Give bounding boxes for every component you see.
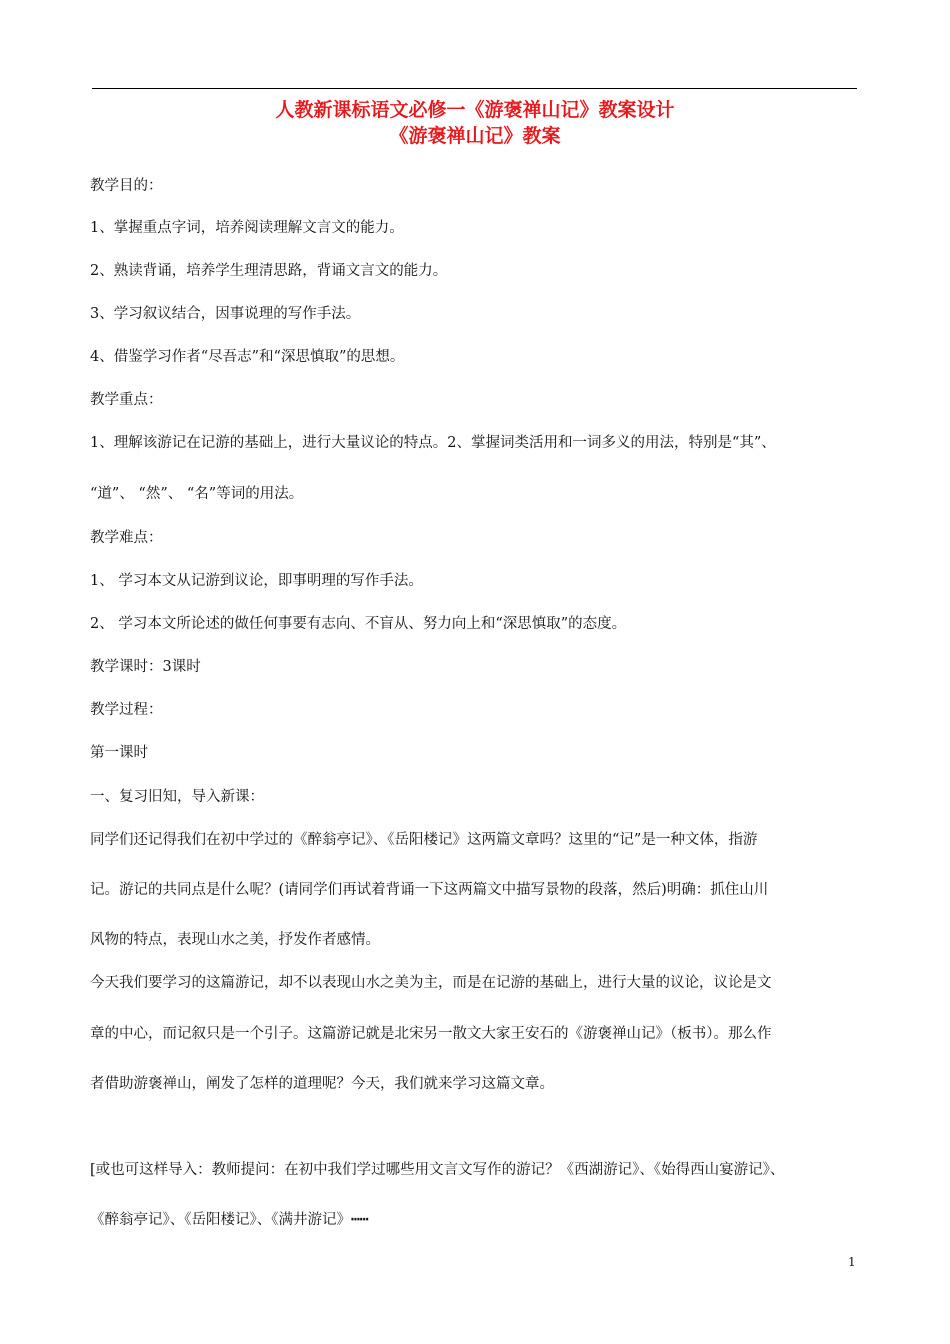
page-number: 1	[848, 1255, 856, 1269]
paragraph-2-line-2: 章的中心，而记叙只是一个引子。这篇游记就是北宋另一散文大家王安石的《游褒禅山记》（板书）。那么作	[90, 1026, 772, 1042]
paragraph-1-line-3: 风物的特点，表现山水之美，抒发作者感情。	[90, 932, 380, 948]
section-heading-key-points: 教学重点：	[90, 392, 163, 408]
step-review-heading: 一、复习旧知，导入新课：	[90, 789, 264, 805]
paragraph-2-line-3: 者借助游褒禅山，阐发了怎样的道理呢？今天，我们就来学习这篇文章。	[90, 1076, 554, 1092]
section-heading-difficulties: 教学难点：	[90, 530, 163, 546]
objective-item-2: 2、熟读背诵，培养学生理清思路，背诵文言文的能力。	[90, 263, 448, 279]
objective-item-1: 1、掌握重点字词，培养阅读理解文言文的能力。	[90, 220, 404, 236]
paragraph-3-line-1: [或也可这样导入：教师提问：在初中我们学过哪些用文言文写作的游记？《西湖游记》、《始得西山宴游记》、	[90, 1162, 785, 1178]
lesson-one-heading: 第一课时	[90, 745, 148, 761]
paragraph-3-line-2: 《醉翁亭记》、《岳阳楼记》、《满井游记》┅┅	[90, 1212, 369, 1228]
difficulty-item-2: 2、 学习本文所论述的做任何事要有志向、不盲从、努力向上和“深思慎取”的态度。	[90, 616, 627, 632]
objective-item-4: 4、借鉴学习作者“尽吾志”和“深思慎取”的思想。	[90, 349, 405, 365]
objective-item-3: 3、学习叙议结合，因事说理的写作手法。	[90, 306, 361, 322]
section-heading-objectives: 教学目的：	[90, 178, 163, 194]
key-points-line-2: “道”、 “然”、 “名”等词的用法。	[90, 486, 304, 502]
paragraph-1-line-2: 记。游记的共同点是什么呢？(请同学们再试着背诵一下这两篇文中描写景物的段落，然后)明确：抓住山川	[90, 882, 769, 898]
document-subtitle: 《游褒禅山记》教案	[389, 125, 561, 147]
header-rule	[92, 88, 857, 89]
class-hours: 教学课时：3课时	[90, 659, 201, 675]
section-heading-process: 教学过程：	[90, 702, 163, 718]
difficulty-item-1: 1、 学习本文从记游到议论，即事明理的写作手法。	[90, 573, 423, 589]
paragraph-2-line-1: 今天我们要学习的这篇游记，却不以表现山水之美为主，而是在记游的基础上，进行大量的议论，议论是文	[90, 975, 772, 991]
key-points-line-1: 1、理解该游记在记游的基础上，进行大量议论的特点。2、掌握词类活用和一词多义的用法，特别是“其”、	[90, 435, 776, 451]
paragraph-1-line-1: 同学们还记得我们在初中学过的《醉翁亭记》、《岳阳楼记》这两篇文章吗？这里的“记”是一种文体，指游	[90, 832, 758, 848]
document-title: 人教新课标语文必修一《游褒禅山记》教案设计	[275, 99, 675, 121]
